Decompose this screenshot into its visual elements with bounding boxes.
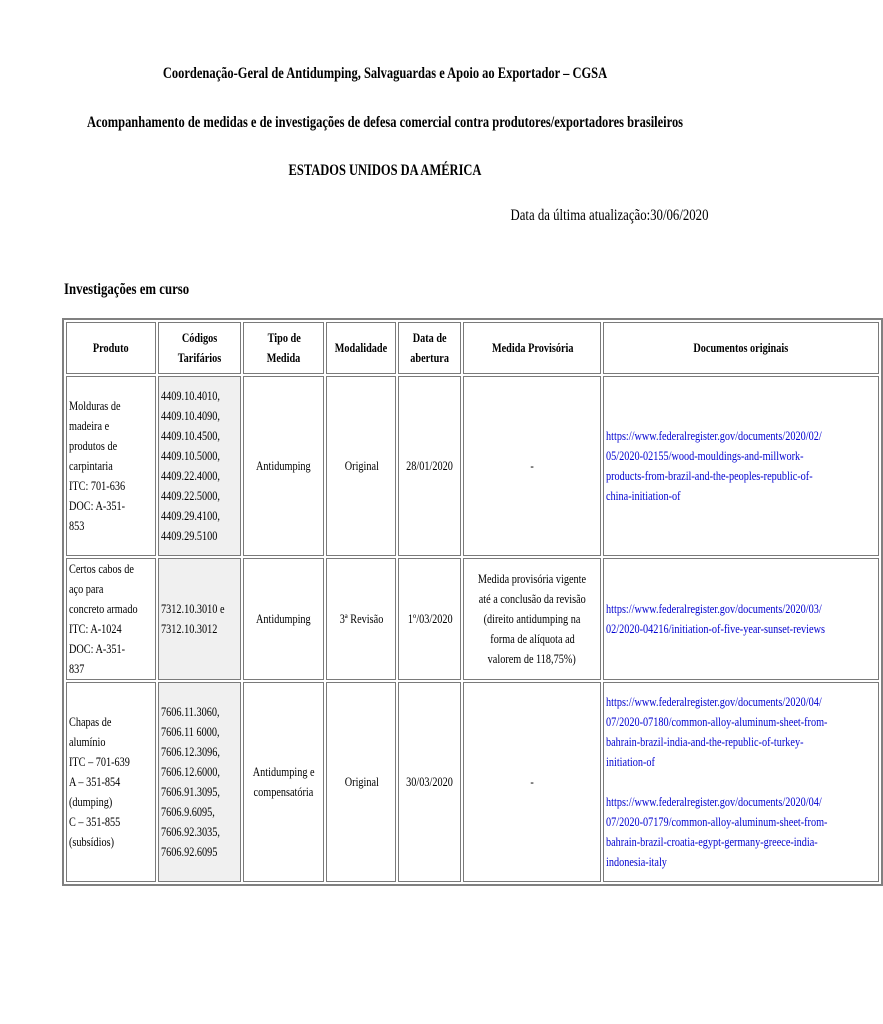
produto-line: ITC – 701-639 <box>69 755 130 769</box>
document-link-line[interactable]: initiation-of <box>606 755 656 769</box>
codigo-line: 7606.11 6000, <box>160 725 220 739</box>
codigo-line: 7606.92.6095 <box>160 845 218 859</box>
produto-line: ITC: 701-636 <box>69 479 126 493</box>
document-link-line[interactable]: china-initiation-of <box>606 489 681 503</box>
codigo-line: 7606.9.6095, <box>160 805 215 819</box>
document-subtitle: Acompanhamento de medidas e de investigações de defesa comercial contra produtores/exportadores brasileiros <box>86 114 684 131</box>
cell-codigos <box>158 558 241 680</box>
medida-line: - <box>530 775 534 789</box>
cell-data <box>398 376 461 556</box>
header-data: Data de abertura <box>398 322 461 374</box>
codigo-line: 7606.92.3035, <box>160 825 220 839</box>
produto-line: aço para <box>69 582 104 596</box>
produto-line: 837 <box>69 662 85 676</box>
medida-line: forma de alíquota ad <box>489 632 575 646</box>
cell-modalidade <box>326 376 396 556</box>
modalidade-text: Original <box>344 775 379 789</box>
table-header-row <box>66 322 879 374</box>
cell-tipo <box>243 682 324 882</box>
medida-line: - <box>530 459 534 473</box>
document-link-line[interactable]: indonesia-italy <box>606 855 668 869</box>
header-codigos: Códigos Tarifários <box>158 322 241 374</box>
codigo-line: 7606.91.3095, <box>160 785 220 799</box>
produto-line: 853 <box>69 519 85 533</box>
document-link[interactable] <box>606 426 876 506</box>
produto-line: carpintaria <box>69 459 113 473</box>
country-heading: ESTADOS UNIDOS DA AMÉRICA <box>288 162 482 179</box>
document-link-line[interactable]: https://www.federalregister.gov/documents/2020/02/ <box>606 429 822 443</box>
cell-tipo <box>243 558 324 680</box>
cell-data <box>398 682 461 882</box>
data-abertura-text: 1º/03/2020 <box>407 612 453 626</box>
codigo-line: 4409.29.4100, <box>160 509 220 523</box>
document-link-line[interactable]: 05/2020-02155/wood-mouldings-and-millwork- <box>606 449 804 463</box>
cell-produto <box>66 376 156 556</box>
data-abertura-text: 28/01/2020 <box>406 459 454 473</box>
document-link-line[interactable]: bahrain-brazil-croatia-egypt-germany-greece-india- <box>606 835 818 849</box>
cell-docs <box>603 376 879 556</box>
codigo-line: 7606.12.6000, <box>160 765 220 779</box>
header-produto: Produto <box>66 322 156 374</box>
header-docs: Documentos originais <box>603 322 879 374</box>
tipo-line: Antidumping <box>256 459 312 473</box>
codigo-line: 4409.10.4010, <box>160 389 220 403</box>
cell-medida <box>463 558 601 680</box>
medida-line: até a conclusão da revisão <box>478 592 586 606</box>
document-link-line[interactable]: https://www.federalregister.gov/documents/2020/03/ <box>606 602 822 616</box>
cell-produto <box>66 682 156 882</box>
document-link-line[interactable]: products-from-brazil-and-the-peoples-republic-of- <box>606 469 813 483</box>
cell-modalidade <box>326 558 396 680</box>
produto-line: produtos de <box>69 439 118 453</box>
document-link-line[interactable]: 07/2020-07180/common-alloy-aluminum-sheet-from- <box>606 715 828 729</box>
header-modalidade: Modalidade <box>326 322 396 374</box>
table-row <box>66 376 879 556</box>
header-tipo: Tipo de Medida <box>243 322 324 374</box>
cell-medida <box>463 376 601 556</box>
medida-line: Medida provisória vigente <box>478 572 587 586</box>
codigo-line: 4409.10.5000, <box>160 449 220 463</box>
cell-produto <box>66 558 156 680</box>
cell-tipo <box>243 376 324 556</box>
document-link-line[interactable]: https://www.federalregister.gov/documents/2020/04/ <box>606 695 822 709</box>
tipo-line: compensatória <box>253 785 314 799</box>
codigo-line: 4409.22.4000, <box>160 469 220 483</box>
document-link-line[interactable]: https://www.federalregister.gov/documents/2020/04/ <box>606 795 822 809</box>
document-link[interactable] <box>606 792 876 872</box>
codigo-line: 4409.22.5000, <box>160 489 220 503</box>
produto-line: Chapas de <box>69 715 112 729</box>
codigo-line: 7606.11.3060, <box>160 705 220 719</box>
codigo-line: 7312.10.3012 <box>160 622 218 636</box>
modalidade-text: 3ª Revisão <box>339 612 384 626</box>
produto-line: ITC: A-1024 <box>69 622 122 636</box>
table-row <box>66 682 879 882</box>
produto-line: (subsídios) <box>69 835 114 849</box>
produto-line: A – 351-854 <box>69 775 121 789</box>
codigo-line: 4409.10.4090, <box>160 409 220 423</box>
cell-codigos <box>158 376 241 556</box>
produto-line: DOC: A-351- <box>69 499 126 513</box>
document-link-line[interactable]: 07/2020-07179/common-alloy-aluminum-sheet-from- <box>606 815 828 829</box>
produto-line: Certos cabos de <box>69 562 134 576</box>
codigo-line: 7606.12.3096, <box>160 745 220 759</box>
tipo-line: Antidumping e <box>252 765 315 779</box>
document-link-line[interactable]: bahrain-brazil-india-and-the-republic-of-turkey- <box>606 735 804 749</box>
tipo-line: Antidumping <box>256 612 312 626</box>
cell-data <box>398 558 461 680</box>
produto-line: concreto armado <box>69 602 138 616</box>
last-updated: Data da última atualização:30/06/2020 <box>510 207 708 224</box>
modalidade-text: Original <box>344 459 379 473</box>
produto-line: DOC: A-351- <box>69 642 126 656</box>
document-link[interactable] <box>606 692 876 772</box>
cell-medida <box>463 682 601 882</box>
codigo-line: 4409.10.4500, <box>160 429 220 443</box>
produto-line: madeira e <box>69 419 110 433</box>
produto-line: C – 351-855 <box>69 815 121 829</box>
table-row <box>66 558 879 680</box>
investigations-table <box>62 318 883 886</box>
medida-line: valorem de 118,75%) <box>488 652 577 666</box>
document-link-line[interactable]: 02/2020-04216/initiation-of-five-year-sunset-reviews <box>606 622 826 636</box>
produto-line: alumínio <box>69 735 106 749</box>
produto-line: Molduras de <box>69 399 121 413</box>
cell-docs <box>603 558 879 680</box>
cell-docs <box>603 682 879 882</box>
document-link[interactable] <box>606 599 876 639</box>
medida-line: (direito antidumping na <box>483 612 581 626</box>
document-title: Coordenação-Geral de Antidumping, Salvaguardas e Apoio ao Exportador – CGSA <box>162 65 608 82</box>
cell-modalidade <box>326 682 396 882</box>
produto-line: (dumping) <box>69 795 113 809</box>
codigo-line: 7312.10.3010 e <box>160 602 225 616</box>
section-title: Investigações em curso <box>64 281 190 298</box>
data-abertura-text: 30/03/2020 <box>406 775 454 789</box>
cell-codigos <box>158 682 241 882</box>
header-medida: Medida Provisória <box>463 322 601 374</box>
codigo-line: 4409.29.5100 <box>160 529 218 543</box>
